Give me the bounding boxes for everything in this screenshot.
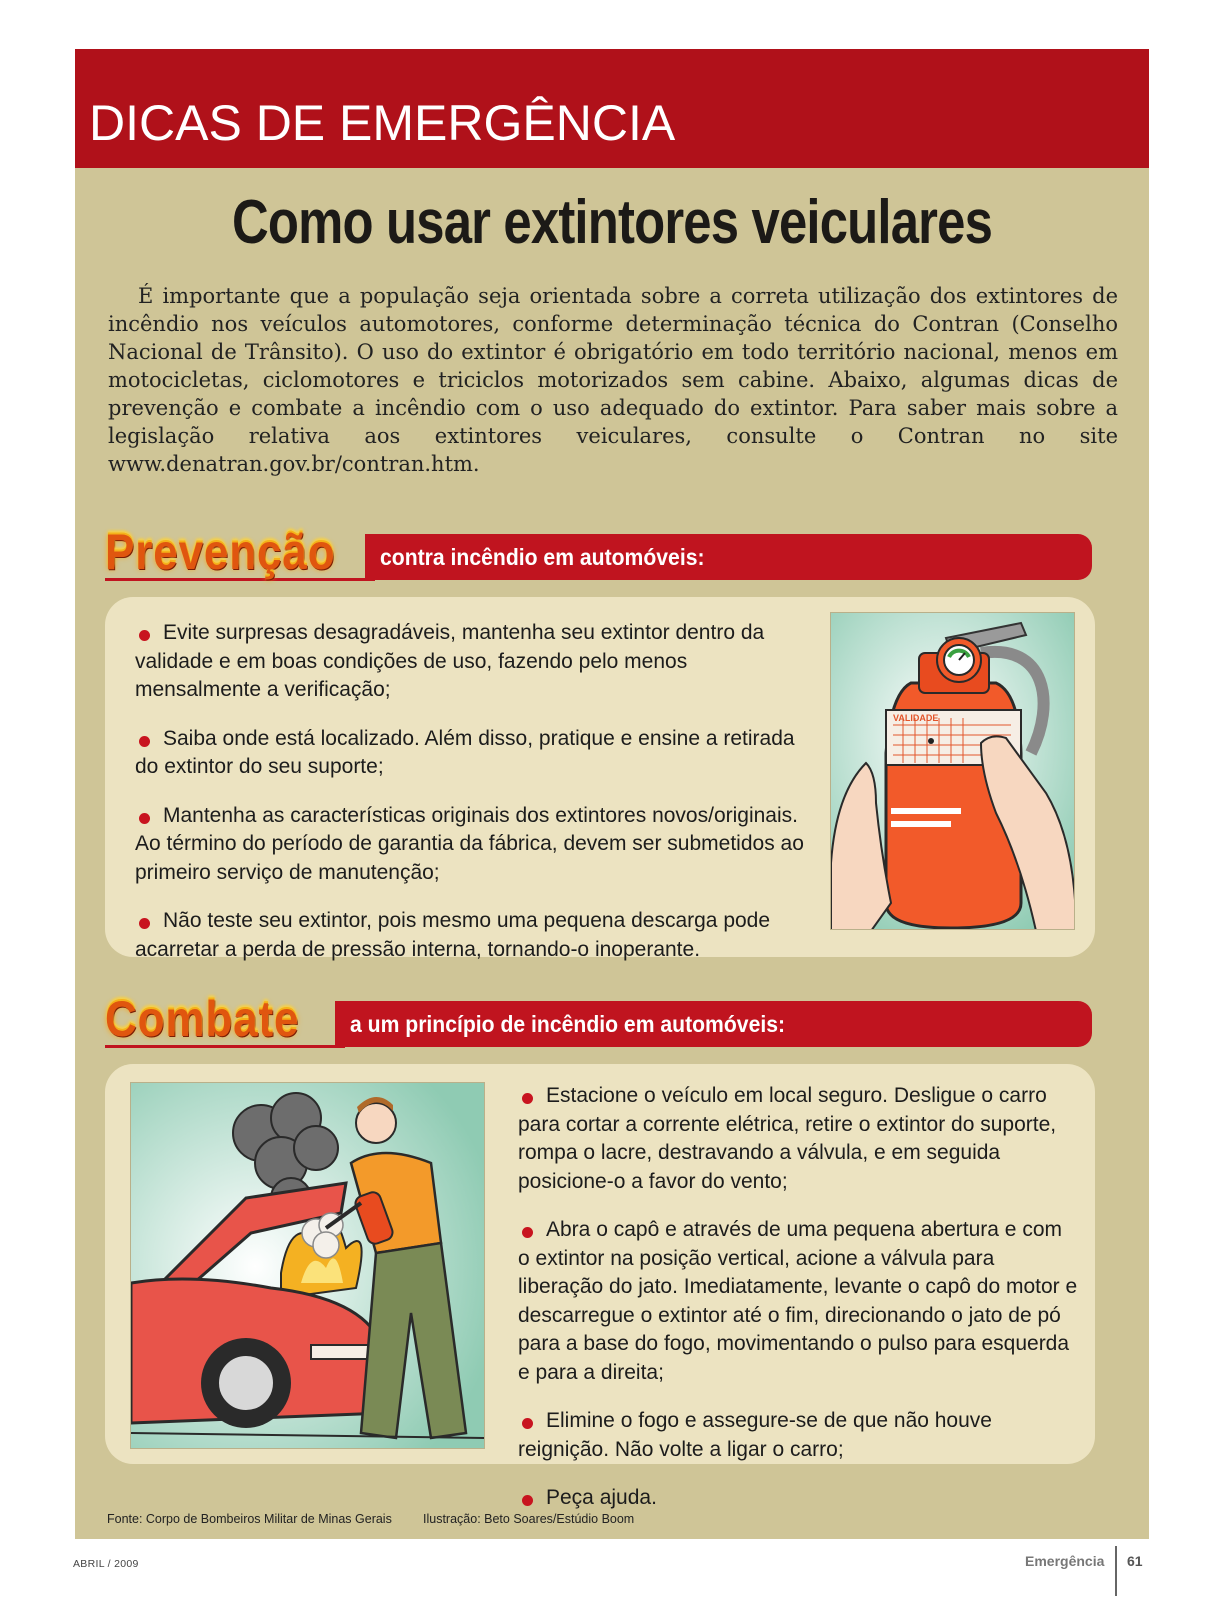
- bullet-dot-icon: [139, 813, 150, 824]
- bullet-dot-icon: [522, 1418, 533, 1429]
- list-item: Peça ajuda.: [518, 1484, 1078, 1513]
- svg-text:VALIDADE: VALIDADE: [893, 713, 939, 723]
- list-item: Mantenha as características originais dos extintores novos/originais. Ao término do período de garantia da fábrica, devem ser submetidos ao primeiro serviço de manutenção;: [135, 803, 804, 884]
- section-title: DICAS DE EMERGÊNCIA: [89, 95, 676, 151]
- prevencao-panel: [105, 597, 1095, 961]
- intro-paragraph: É importante que a população seja orientada sobre a correta utilização dos extintores de incêndio nos veículos automotores, conforme determinação técnica do Contran (Conselho Nacional de Trânsito). O uso do extintor é obrigatório em todo território nacional, menos em motocicletas, ciclomotores e triciclos motorizados sem cabine. Abaixo, algumas dicas de prevenção e combate a incêndio com o uso adequado do extintor. Para saber mais sobre a legislação relativa aos extintores veiculares, consulte o Contran no site www.denatran.gov.br/contran.htm.: [108, 284, 1118, 476]
- car-fire-icon: [131, 1083, 485, 1449]
- combate-subheading: a um princípio de incêndio em automóveis:: [350, 1011, 786, 1037]
- bullet-dot-icon: [522, 1227, 533, 1238]
- prevencao-subheading: contra incêndio em automóveis:: [380, 544, 705, 570]
- list-item: Saiba onde está localizado. Além disso, pratique e ensine a retirada do extintor do seu suporte;: [135, 726, 795, 778]
- list-item: Elimine o fogo e assegure-se de que não houve reignição. Não volte a ligar o carro;: [518, 1409, 992, 1461]
- car-fire-illustration: [130, 1082, 485, 1449]
- prevencao-fire-title: Prevenção: [105, 524, 336, 580]
- bullet-dot-icon: [139, 736, 150, 747]
- footer-divider: [1115, 1546, 1117, 1596]
- list-item: Abra o capô e através de uma pequena abertura e com o extintor na posição vertical, acione a válvula para liberação do jato. Imediatamente, levante o capô do motor e descarregue o extintor até o fim, direcionando o jato de pó para a base do fogo, movimentando o pulso para esquerda e para a direita;: [518, 1218, 1078, 1384]
- extinguisher-icon: [831, 613, 1075, 930]
- bullet-dot-icon: [139, 630, 150, 641]
- combate-heading: [105, 991, 1148, 1047]
- source-credit: Fonte: Corpo de Bombeiros Militar de Minas Gerais: [107, 1512, 392, 1526]
- combate-list: [518, 1082, 1078, 1533]
- page-number: 61: [1127, 1553, 1143, 1569]
- footer-date: ABRIL / 2009: [73, 1558, 139, 1570]
- extinguisher-illustration: [830, 612, 1075, 930]
- header-band: [75, 49, 1149, 168]
- list-item: Não teste seu extintor, pois mesmo uma pequena descarga pode acarretar a perda de pressão interna, tornando-o inoperante.: [135, 909, 771, 961]
- bullet-dot-icon: [522, 1495, 533, 1506]
- list-item: Evite surpresas desagradáveis, mantenha seu extintor dentro da validade e em boas condições de uso, fazendo pelo menos mensalmente a verificação;: [135, 621, 765, 701]
- bullet-dot-icon: [139, 918, 150, 929]
- footer-magazine-name: Emergência: [1025, 1553, 1105, 1569]
- combate-fire-title: Combate: [105, 991, 300, 1047]
- prevencao-list: [135, 619, 815, 984]
- main-title: Como usar extintores veiculares: [231, 188, 993, 257]
- prevencao-heading: [105, 524, 1148, 580]
- bullet-dot-icon: [522, 1093, 533, 1104]
- illustration-credit: Ilustração: Beto Soares/Estúdio Boom: [423, 1512, 635, 1526]
- list-item: Estacione o veículo em local seguro. Desligue o carro para cortar a corrente elétrica, retire o extintor do suporte, rompa o lacre, destravando a válvula, e em seguida posicione-o a favor do vento;: [518, 1084, 1057, 1193]
- combate-panel: [105, 1064, 1095, 1509]
- page-background: [75, 49, 1149, 1539]
